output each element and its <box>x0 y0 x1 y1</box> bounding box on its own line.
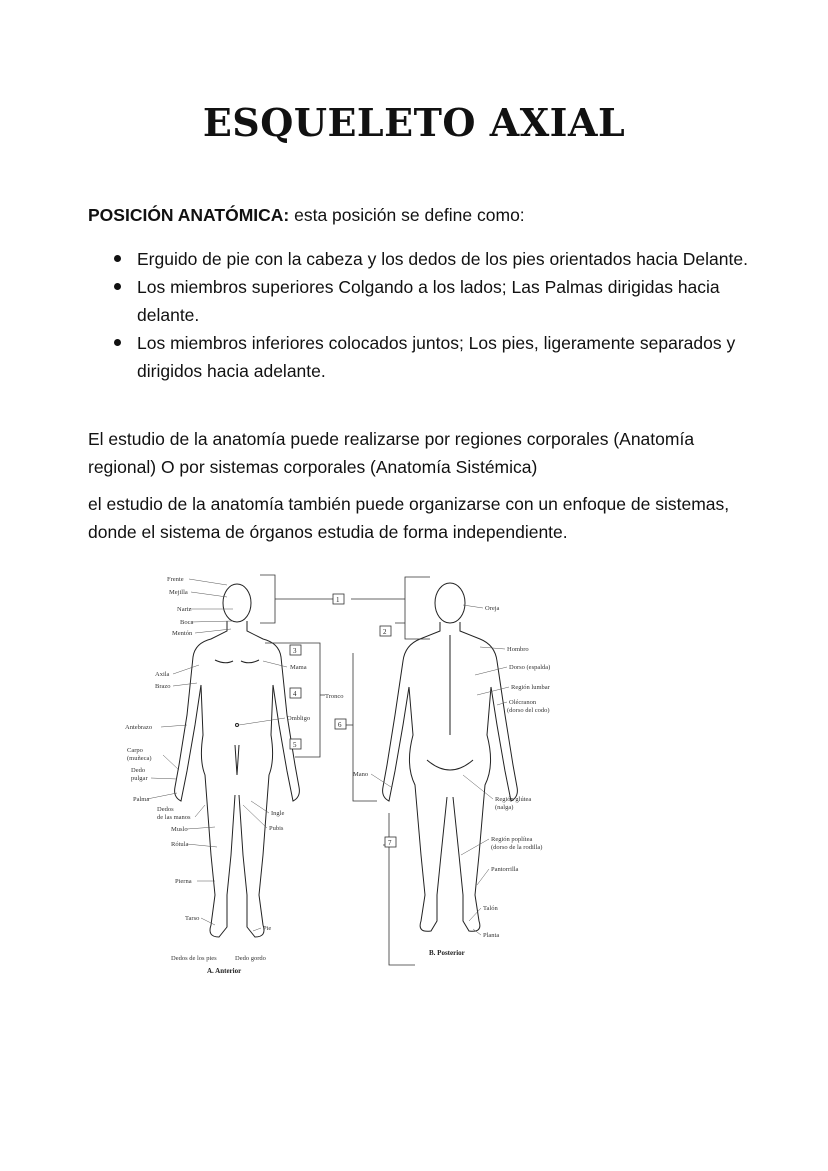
label-lumbar: Región lumbar <box>511 684 550 691</box>
label-pie: Pie <box>263 925 272 932</box>
label-talon: Talón <box>483 905 498 912</box>
box-2: 2 <box>383 628 387 636</box>
label-frente: Frente <box>167 576 184 583</box>
label-nalga: (nalga) <box>495 804 514 811</box>
label-pantorrilla: Pantorrilla <box>491 866 519 873</box>
intro-line <box>88 205 525 226</box>
anatomy-figure <box>115 565 575 985</box>
label-dedos-pies: Dedos de los pies <box>171 955 217 962</box>
label-menton: Mentón <box>172 630 193 637</box>
label-carpo: Carpo <box>127 747 143 754</box>
anterior-body-drawing <box>175 584 300 937</box>
label-mejilla: Mejilla <box>169 589 188 596</box>
box-5: 5 <box>293 741 297 749</box>
paragraph-regions: El estudio de la anatomía puede realizarse por regiones corporales (Anatomía regional) O por sistemas corporales (Anatomía Sistémica) <box>88 429 695 477</box>
label-nariz: Nariz <box>177 606 192 613</box>
caption-anterior: A. Anterior <box>207 967 242 975</box>
list-item: Los miembros superiores Colgando a los lados; Las Palmas dirigidas hacia delante. <box>110 273 750 329</box>
label-pulgar: pulgar <box>131 775 148 782</box>
posterior-labels <box>353 605 551 957</box>
bullet-list <box>110 245 750 385</box>
label-muslo: Muslo <box>171 826 188 833</box>
label-ingle: Ingle <box>271 810 285 817</box>
caption-posterior: B. Posterior <box>429 949 465 957</box>
label-dedo-gordo: Dedo gordo <box>235 955 266 962</box>
label-codo: (dorso del codo) <box>507 707 550 714</box>
intro-heading: POSICIÓN ANATÓMICA: <box>88 205 290 225</box>
box-1: 1 <box>336 596 340 604</box>
label-olecranon: Olécranon <box>509 699 537 706</box>
label-glutea: Región glútea <box>495 796 532 803</box>
box-3: 3 <box>293 647 297 655</box>
label-palma: Palma <box>133 796 150 803</box>
label-oreja: Oreja <box>485 605 500 612</box>
label-antebrazo: Antebrazo <box>125 724 153 731</box>
anterior-labels <box>125 576 344 975</box>
label-rodilla: (dorso de la rodilla) <box>491 844 543 851</box>
box-4: 4 <box>293 690 297 698</box>
label-planta: Planta <box>483 932 500 939</box>
label-tarso: Tarso <box>185 915 200 922</box>
posterior-body-drawing <box>383 583 518 931</box>
list-item: Los miembros inferiores colocados juntos; Los pies, ligeramente separados y dirigidos hacia adelante. <box>110 329 750 385</box>
intro-text: esta posición se define como: <box>289 205 525 225</box>
label-boca: Boca <box>180 619 194 626</box>
label-pierna: Pierna <box>175 878 192 885</box>
label-hombro: Hombro <box>507 646 529 653</box>
label-mama: Mama <box>290 664 307 671</box>
label-dorso: Dorso (espalda) <box>509 664 551 671</box>
label-rotula: Rótula <box>171 841 189 848</box>
label-axila: Axila <box>155 671 170 678</box>
box-7: 7 <box>388 839 392 847</box>
label-mano: Mano <box>353 771 369 778</box>
label-poplitea: Región poplítea <box>491 836 533 843</box>
paragraph-systems: el estudio de la anatomía también puede organizarse con un enfoque de sistemas, donde el sistema de órganos estudia de forma independiente. <box>88 494 730 542</box>
label-muneca: (muñeca) <box>127 755 152 762</box>
list-item: Erguido de pie con la cabeza y los dedos de los pies orientados hacia Delante. <box>110 245 750 273</box>
label-dedo: Dedo <box>131 767 146 774</box>
label-dedos-manos-2: de las manos <box>157 814 191 821</box>
label-pubis: Pubis <box>269 825 284 832</box>
bracket-lines <box>260 575 430 965</box>
page-title: ESQUELETO AXIAL <box>202 100 626 145</box>
label-dedos-manos: Dedos <box>157 806 174 813</box>
label-tronco: Tronco <box>325 693 344 700</box>
box-6: 6 <box>338 721 342 729</box>
label-brazo: Brazo <box>155 683 171 690</box>
label-ombligo: Ombligo <box>287 715 311 722</box>
